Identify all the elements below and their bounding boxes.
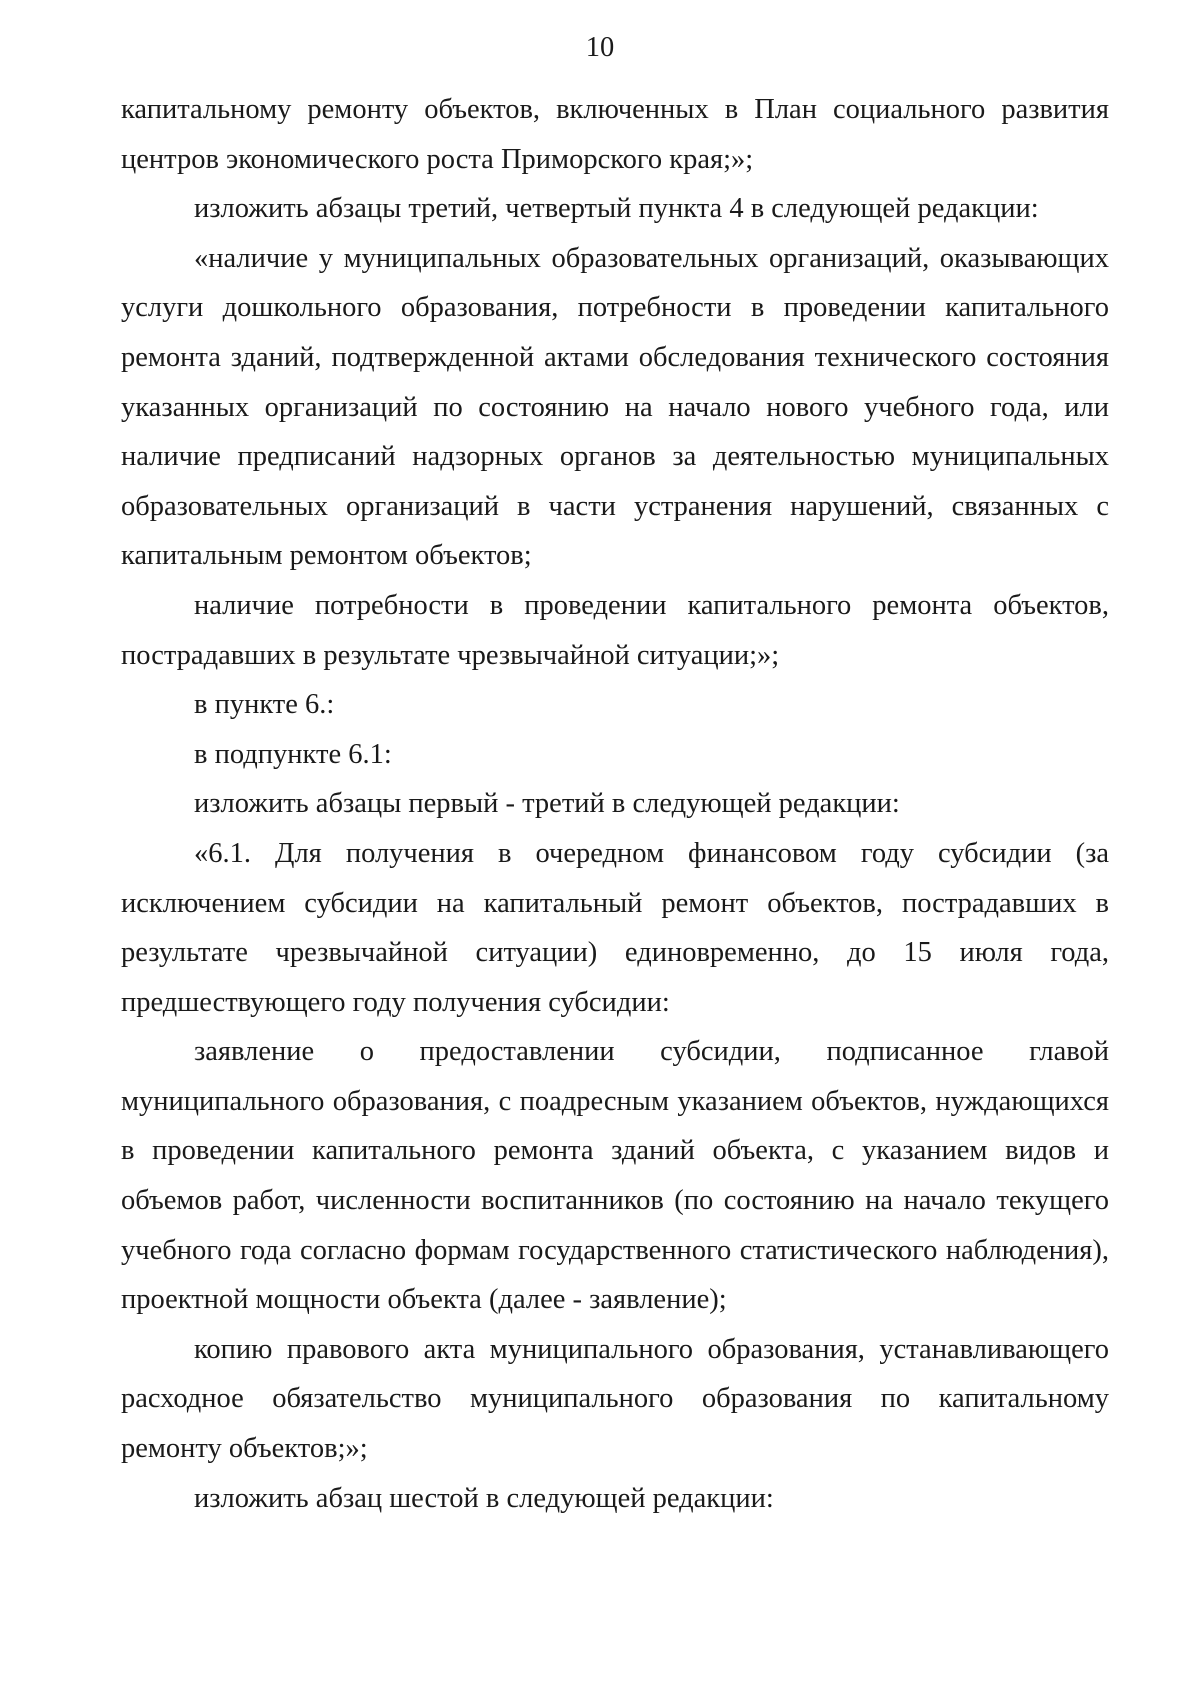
paragraph-emergency-repair-need: наличие потребности в проведении капитального ремонта объектов, пострадавших в результате чрезвычайной ситуации;»; <box>121 589 1109 671</box>
document-body <box>121 85 1109 1523</box>
paragraph-application: заявление о предоставлении субсидии, подписанное главой муниципального образования, с поадресным указанием объектов, нуждающихся в проведении капитального ремонта зданий объекта, с указанием видов и объемов работ, численности воспитанников (по состоянию на начало текущего учебного года согласно формам государственного статистического наблюдения), проектной мощности объекта (далее - заявление); <box>121 1036 1109 1316</box>
paragraph-preschool-repair-need: «наличие у муниципальных образовательных организаций, оказывающих услуги дошкольного образования, потребности в проведении капитального ремонта зданий, подтвержденной актами обследования технического состояния указанных организаций по состоянию на начало нового учебного года, или наличие предписаний надзорных органов за деятельностью муниципальных образовательных организаций в части устранения нарушений, связанных с капитальным ремонтом объектов; <box>121 242 1109 572</box>
paragraph-legal-act-copy: копию правового акта муниципального образования, устанавливающего расходное обязательство муниципального образования по капитальному ремонту объектов;»; <box>121 1333 1109 1465</box>
paragraph-item-6: в пункте 6.: <box>194 689 335 721</box>
paragraph-6-1-text: «6.1. Для получения в очередном финансовом году субсидии (за исключением субсидии на капитальный ремонт объектов, пострадавших в результате чрезвычайной ситуации) единовременно, до 15 июля года, предшествующего году получения субсидии: <box>121 837 1109 1018</box>
paragraph-continuation: капитальному ремонту объектов, включенных в План социального развития центров экономического роста Приморского края;»; <box>121 94 1109 175</box>
paragraph-subitem-6-1: в подпункте 6.1: <box>194 738 392 770</box>
paragraph-amend-first-third: изложить абзацы первый - третий в следующей редакции: <box>194 788 900 820</box>
page-number: 10 <box>585 32 615 63</box>
paragraph-amend-sixth: изложить абзац шестой в следующей редакции: <box>194 1482 774 1514</box>
paragraph-amend-paragraph-4: изложить абзацы третий, четвертый пункта 4 в следующей редакции: <box>194 193 1039 225</box>
